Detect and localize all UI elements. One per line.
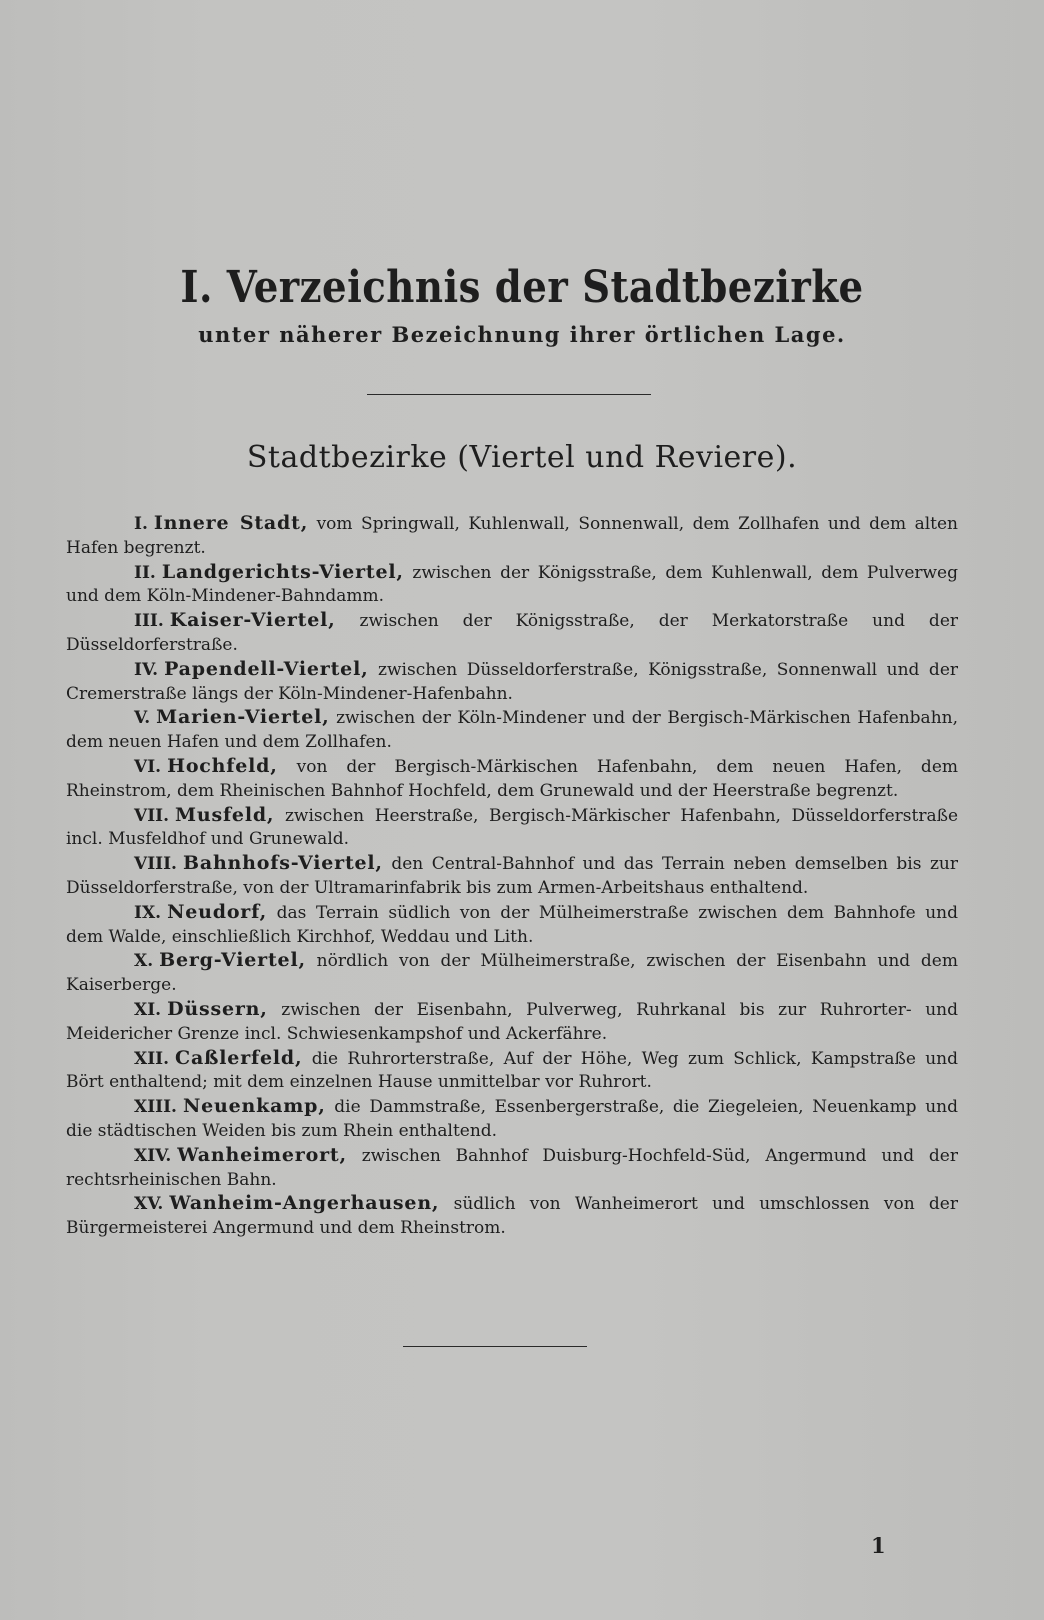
district-name: Berg-Viertel, xyxy=(159,949,306,972)
district-name: Düssern, xyxy=(167,997,268,1020)
district-description: von der Bergisch-Märkischen Hafenbahn, dem neuen Hafen, dem Rheinstrom, dem Rheinischen Bahnhof Hochfeld, dem Grunewald und der Heerstraße begrenzt. xyxy=(66,756,958,801)
district-number: X. xyxy=(134,951,154,972)
district-description: das Terrain südlich von der Mülheimerstraße zwischen dem Bahnhofe und dem Walde, einschließlich Kirchhof, Weddau und Lith. xyxy=(66,902,958,947)
section-heading: Stadtbezirke (Viertel und Reviere). xyxy=(246,440,798,475)
district-entry-11 xyxy=(66,998,958,1047)
district-description: zwischen der Eisenbahn, Pulverweg, Ruhrkanal bis zur Ruhrorter- und Meidericher Grenze incl. Schwiesenkampshof und Ackerfähre. xyxy=(66,999,959,1044)
district-entry-12 xyxy=(66,1047,958,1096)
district-entry-8 xyxy=(66,852,958,901)
district-entry-5 xyxy=(66,706,958,755)
district-entry-1 xyxy=(66,512,958,561)
district-name: Papendell-Viertel, xyxy=(164,657,369,680)
district-entry-2 xyxy=(66,561,958,610)
district-name: Musfeld, xyxy=(175,803,275,826)
page-number: 1 xyxy=(871,1533,886,1558)
page-title: I. Verzeichnis der Stadtbezirke xyxy=(180,262,864,313)
district-description: zwischen Düsseldorferstraße, Königsstraße, Sonnenwall und der Cremerstraße längs der Köln-Mindener-Hafenbahn. xyxy=(66,659,959,704)
district-description: südlich von Wanheimerort und umschlossen von der Bürgermeisterei Angermund und dem Rheinstrom. xyxy=(66,1194,958,1239)
district-name: Bahnhofs-Viertel, xyxy=(182,852,383,875)
district-entry-4 xyxy=(66,658,958,707)
district-entry-3 xyxy=(66,609,958,658)
page-subtitle: unter näherer Bezeichnung ihrer örtlichen Lage. xyxy=(198,322,846,347)
district-name: Marien-Viertel, xyxy=(156,706,330,729)
district-list xyxy=(66,512,958,1241)
district-entry-7 xyxy=(66,804,958,853)
district-description: zwischen der Königsstraße, der Merkatorstraße und der Düsseldorferstraße. xyxy=(66,611,959,655)
district-name: Landgerichts-Viertel, xyxy=(161,560,404,583)
district-description: den Central-Bahnhof und das Terrain neben demselben bis zur Düsseldorferstraße, von der Ultramarinfabrik bis zum Armen-Arbeitshaus enthaltend. xyxy=(66,854,958,898)
district-description: zwischen Heerstraße, Bergisch-Märkischer Hafenbahn, Düsseldorferstraße incl. Musfeldhof und Grunewald. xyxy=(66,805,958,850)
district-description: zwischen der Königsstraße, dem Kuhlenwall, dem Pulverweg und dem Köln-Mindener-Bahndamm. xyxy=(66,562,958,607)
district-entry-9 xyxy=(66,901,958,950)
district-number: V. xyxy=(134,708,151,729)
district-name: Wanheim-Angerhausen, xyxy=(169,1192,440,1215)
district-entry-6 xyxy=(66,755,958,804)
district-description: die Ruhrorterstraße, Auf der Höhe, Weg zum Schlick, Kampstraße und Bört enthaltend; mit dem einzelnen Hause unmittelbar vor Ruhrort. xyxy=(66,1048,958,1093)
bottom-divider xyxy=(403,1346,587,1347)
district-description: vom Springwall, Kuhlenwall, Sonnenwall, dem Zollhafen und dem alten Hafen begrenzt. xyxy=(66,514,959,558)
district-entry-14 xyxy=(66,1144,958,1193)
district-number: VII. xyxy=(134,805,170,826)
district-number: XV. xyxy=(134,1194,164,1215)
district-name: Wanheimerort, xyxy=(177,1143,347,1166)
district-entry-10 xyxy=(66,949,958,998)
district-number: IX. xyxy=(134,902,162,923)
district-entry-15 xyxy=(66,1192,958,1241)
district-number: XI. xyxy=(134,999,162,1020)
district-description: nördlich von der Mülheimerstraße, zwischen der Eisenbahn und dem Kaiserberge. xyxy=(66,951,958,996)
district-number: XIV. xyxy=(134,1145,172,1166)
district-name: Neuenkamp, xyxy=(182,1095,326,1118)
district-number: XII. xyxy=(134,1048,170,1069)
top-divider xyxy=(367,394,651,395)
district-number: I. xyxy=(134,514,148,534)
district-entry-13 xyxy=(66,1095,958,1144)
district-name: Neudorf, xyxy=(167,900,268,923)
district-number: VI. xyxy=(134,756,162,777)
district-name: Kaiser-Viertel, xyxy=(169,609,336,632)
district-number: II. xyxy=(134,562,156,583)
district-name: Innere Stadt, xyxy=(153,512,309,534)
district-name: Hochfeld, xyxy=(167,754,278,777)
district-number: III. xyxy=(134,611,164,632)
district-name: Caßlerfeld, xyxy=(175,1046,303,1069)
district-number: IV. xyxy=(134,659,159,680)
district-description: zwischen Bahnhof Duisburg-Hochfeld-Süd, Angermund und der rechtsrheinischen Bahn. xyxy=(66,1145,958,1190)
district-description: zwischen der Köln-Mindener und der Bergisch-Märkischen Hafenbahn, dem neuen Hafen und dem Zollhafen. xyxy=(66,708,958,753)
district-number: XIII. xyxy=(134,1097,177,1118)
district-description: die Dammstraße, Essenbergerstraße, die Ziegeleien, Neuenkamp und die städtischen Weiden bis zum Rhein enthaltend. xyxy=(66,1097,959,1141)
district-number: VIII. xyxy=(134,854,177,875)
